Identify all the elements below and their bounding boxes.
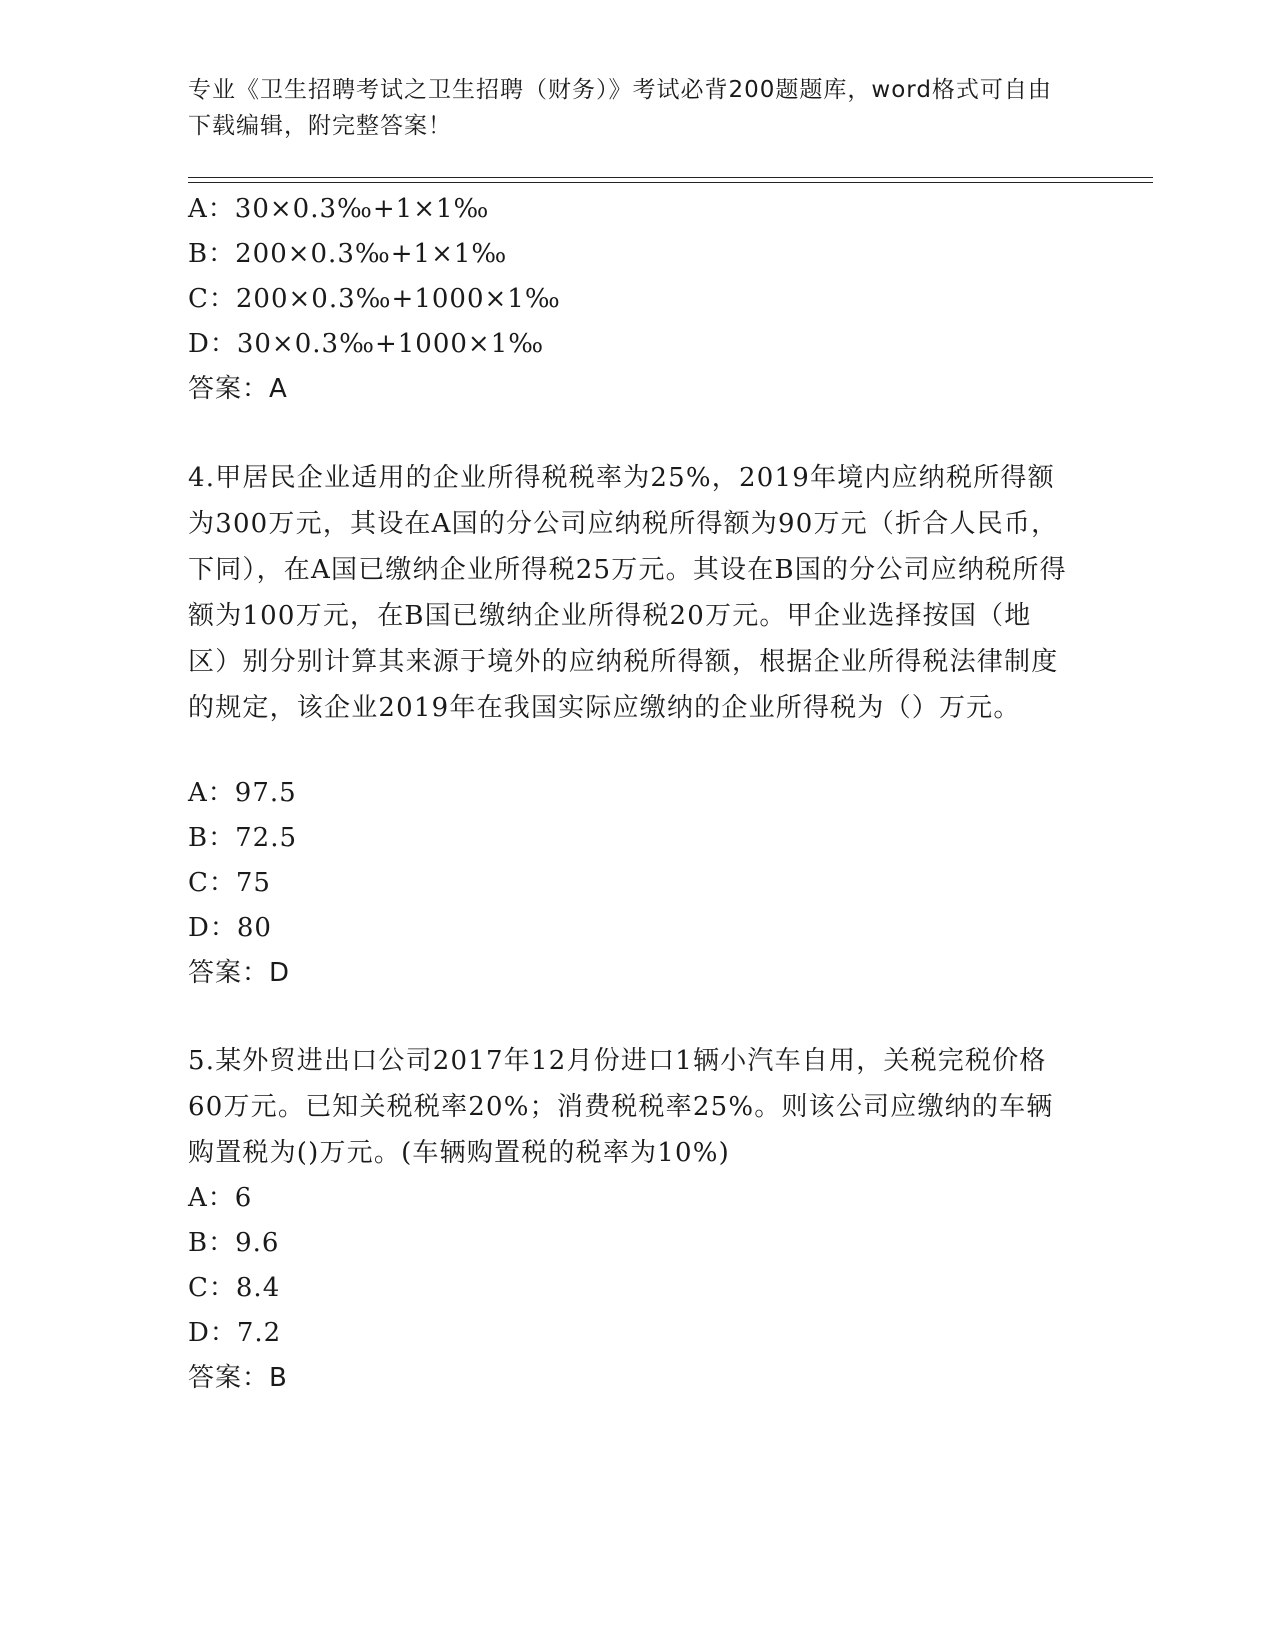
q4-answer: 答案：D [188, 958, 291, 988]
q5-question-text: 5.某外贸进出口公司2017年12月份进口1辆小汽车自用，关税完税价格60万元。已知关税税率20%；消费税税率25%。则该公司应缴纳的车辆购置税为()万元。(车辆购置税的税率为10%) [188, 1046, 1054, 1168]
q5-option-c: C：8.4 [188, 1273, 281, 1303]
q4-option-c: C：75 [188, 868, 271, 898]
q3-option-b: B：200×0.3‰+1×1‰ [188, 239, 508, 269]
q3-option-c: C：200×0.3‰+1000×1‰ [188, 284, 561, 314]
q4-option-a: A：97.5 [188, 778, 297, 808]
q5-option-a: A：6 [188, 1183, 253, 1213]
q5-option-b: B：9.6 [188, 1228, 280, 1258]
header-divider-top [188, 177, 1153, 178]
q3-answer: 答案：A [188, 374, 288, 404]
document-header: 专业《卫生招聘考试之卫生招聘（财务）》考试必背200题题库，word格式可自由下载编辑，附完整答案！ [188, 77, 1052, 139]
q3-option-a: A：30×0.3‰+1×1‰ [188, 194, 490, 224]
q3-option-d: D：30×0.3‰+1000×1‰ [188, 329, 545, 359]
header-divider-bottom [188, 182, 1153, 183]
q4-question-text: 4.甲居民企业适用的企业所得税税率为25%，2019年境内应纳税所得额为300万元，其设在A国的分公司应纳税所得额为90万元（折合人民币，下同），在A国已缴纳企业所得税25万元。其设在B国的分公司应纳税所得额为100万元，在B国已缴纳企业所得税20万元。甲企业选择按国（地区）别分别计算其来源于境外的应纳税所得额，根据企业所得税法律制度的规定，该企业2019年在我国实际应缴纳的企业所得税为（）万元。 [188, 463, 1067, 723]
q5-option-d: D：7.2 [188, 1318, 282, 1348]
q5-answer: 答案：B [188, 1363, 288, 1393]
q4-option-d: D：80 [188, 913, 272, 943]
q4-option-b: B：72.5 [188, 823, 297, 853]
